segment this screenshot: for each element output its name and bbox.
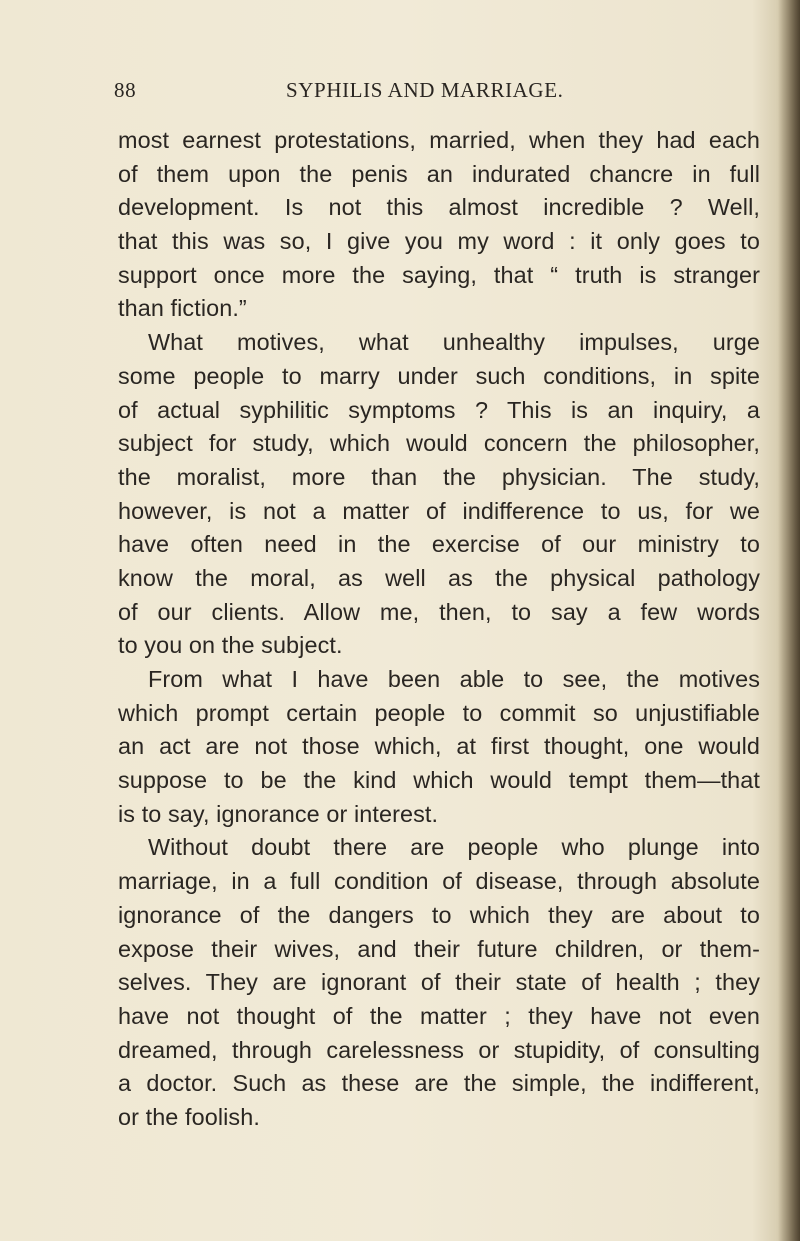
paragraph-start-line: What motives, what unhealthy impulses, urge [148, 329, 760, 356]
body-text [118, 124, 760, 1135]
paragraph-start-line: Without doubt there are people who plunge into [148, 834, 760, 861]
text-line: suppose to be the kind which would tempt them—that [118, 767, 760, 794]
text-line: of actual syphilitic symptoms ? This is an inquiry, a [118, 396, 760, 423]
text-line: most earnest protestations, married, when they had each [118, 127, 760, 153]
text-line: which prompt certain people to commit so unjustifiable [118, 699, 760, 726]
text-line: have not thought of the matter ; they have not even [118, 1002, 760, 1029]
text-line: subject for study, which would concern the philosopher, [118, 430, 760, 457]
page-number: 88 [114, 78, 137, 102]
text-line: know the moral, as well as the physical pathology [118, 564, 760, 591]
text-line: of our clients. Allow me, then, to say a few words [118, 598, 760, 625]
text-line: some people to marry under such conditions, in spite [118, 362, 760, 389]
text-line: have often need in the exercise of our ministry to [118, 531, 760, 558]
text-line: to you on the subject. [118, 632, 343, 659]
page-edge-shadow [778, 0, 800, 1241]
text-line: is to say, ignorance or interest. [118, 800, 439, 827]
text-line: or the foolish. [118, 1103, 260, 1130]
text-line: dreamed, through carelessness or stupidity, of consulting [118, 1036, 760, 1063]
text-line: than fiction.” [118, 295, 247, 322]
text-line: a doctor. Such as these are the simple, the indifferent, [118, 1070, 760, 1097]
text-line: marriage, in a full condition of disease, through absolute [118, 868, 760, 895]
running-title: SYPHILIS AND MARRIAGE. [286, 78, 564, 102]
text-line: development. Is not this almost incredible ? Well, [118, 194, 760, 221]
text-line: of them upon the penis an indurated chancre in full [118, 160, 760, 187]
text-line: ignorance of the dangers to which they are about to [118, 901, 760, 928]
text-line: expose their wives, and their future children, or them- [118, 935, 760, 962]
text-line: that this was so, I give you my word : it only goes to [118, 228, 760, 255]
paragraph-start-line: From what I have been able to see, the motives [148, 666, 760, 692]
text-line: an act are not those which, at first thought, one would [118, 733, 760, 760]
running-head [114, 78, 764, 112]
text-line: support once more the saying, that “ truth is stranger [118, 261, 760, 288]
text-line: the moralist, more than the physician. The study, [118, 463, 760, 490]
text-line: however, is not a matter of indifference to us, for we [118, 497, 760, 524]
text-line: selves. They are ignorant of their state of health ; they [118, 969, 760, 996]
